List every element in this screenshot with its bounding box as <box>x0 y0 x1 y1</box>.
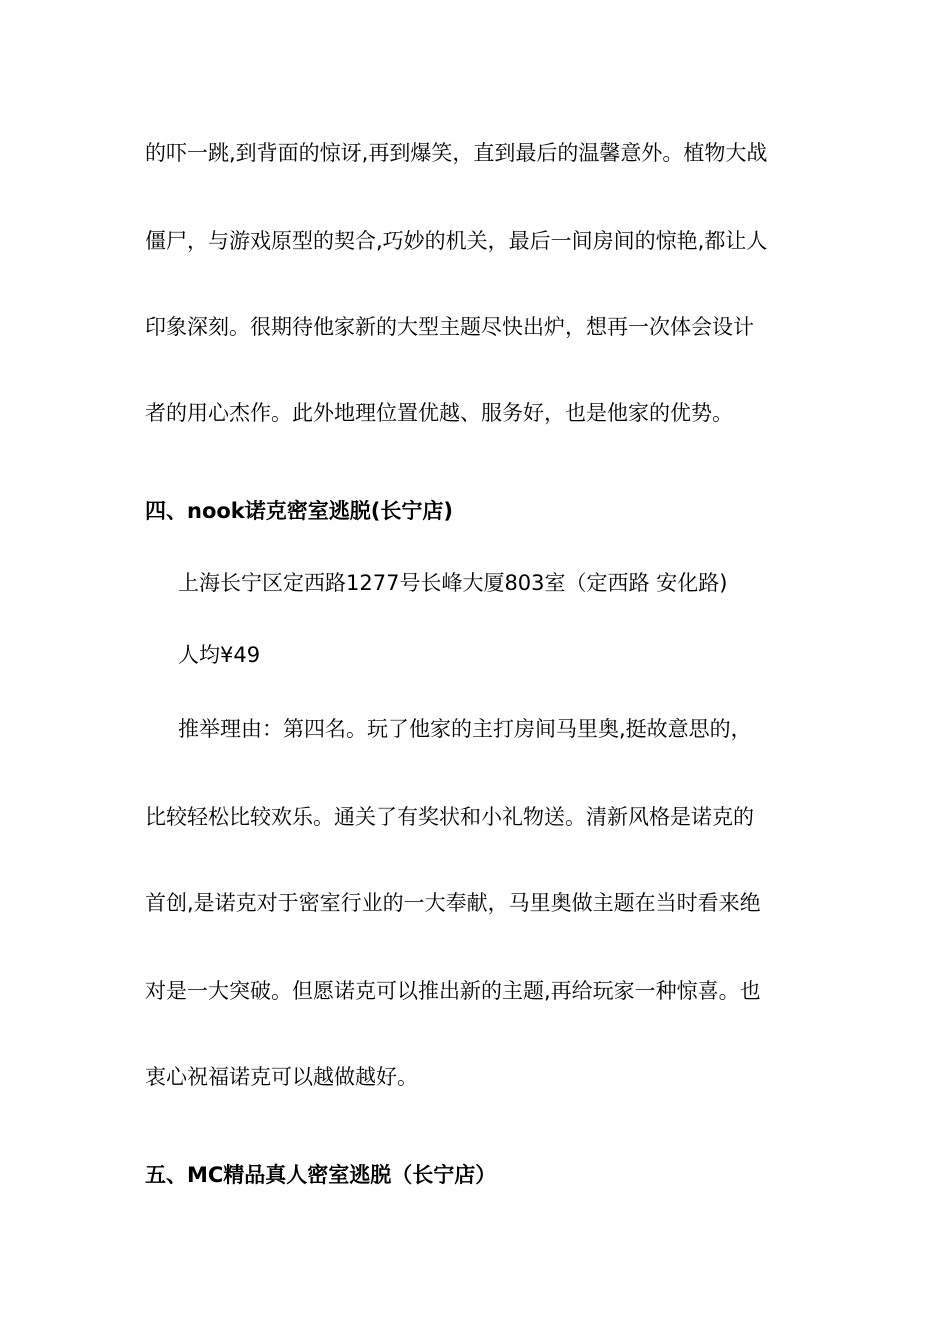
reason-line: 衷心祝福诺克可以越做越好。 <box>145 1065 418 1089</box>
reason-line: 推举理由：第四名。玩了他家的主打房间马里奥,挺故意思的， <box>178 717 752 741</box>
section-heading: 四、nook诺克密室逃脱(长宁店) <box>145 499 453 523</box>
reason-line: 首创,是诺克对于密室行业的一大奉献，马里奥做主题在当时看来绝 <box>145 891 761 915</box>
reason-line: 比较轻松比较欢乐。通关了有奖状和小礼物送。清新风格是诺克的 <box>145 805 754 829</box>
paragraph-line: 者的用心杰作。此外地理位置优越、服务好，也是他家的优势。 <box>145 401 733 425</box>
price-line: 人均¥49 <box>178 643 261 667</box>
paragraph-line: 僵尸，与游戏原型的契合,巧妙的机关，最后一间房间的惊艳,都让人 <box>145 229 768 253</box>
paragraph-line: 印象深刻。很期待他家新的大型主题尽快出炉，想再一次体会设计 <box>145 315 754 339</box>
paragraph-line: 的吓一跳,到背面的惊讶,再到爆笑，直到最后的温馨意外。植物大战 <box>145 141 768 165</box>
address-line: 上海长宁区定西路1277号长峰大厦803室（定西路 安化路) <box>178 571 728 595</box>
reason-line: 对是一大突破。但愿诺克可以推出新的主题,再给玩家一种惊喜。也 <box>145 979 761 1003</box>
section-heading: 五、MC精品真人密室逃脱（长宁店） <box>145 1163 497 1187</box>
